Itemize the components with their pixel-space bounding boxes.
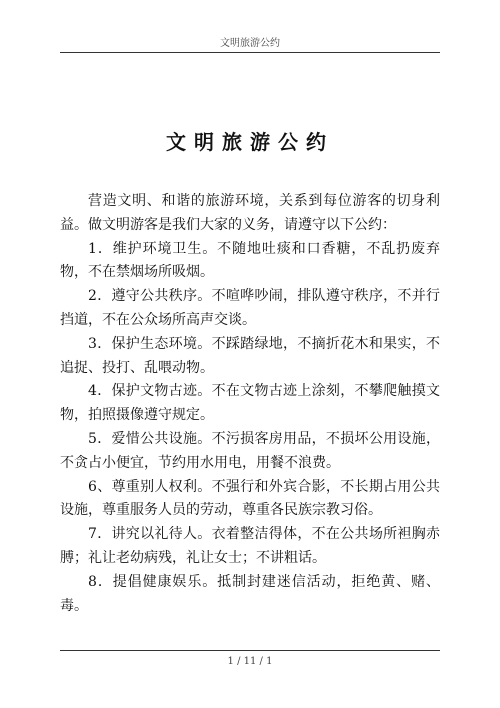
header-divider	[60, 52, 440, 53]
intro-paragraph: 营造文明、和谐的旅游环境，关系到每位游客的切身利益。做文明游客是我们大家的义务，请遵守以下公约：	[60, 193, 440, 233]
rule-item-1: 1．维护环境卫生。不随地吐痰和口香糖，不乱扔废弃物，不在禁烟场所吸烟。	[60, 240, 440, 281]
rule-item-4: 4．保护文物古迹。不在文物古迹上涂刻，不攀爬触摸文物，拍照摄像遵守规定。	[60, 383, 440, 424]
footer-divider	[60, 650, 440, 651]
running-header: 文明旅游公约	[220, 38, 280, 49]
rule-item-7: 7．讲究以礼待人。衣着整洁得体，不在公共场所袒胸赤膊；礼让老幼病残，礼让女士；不讲粗话。	[60, 526, 440, 566]
document-title: 文明旅游公约	[166, 130, 334, 154]
rule-item-3: 3．保护生态环境。不踩踏绿地，不摘折花木和果实，不追捉、投打、乱喂动物。	[60, 335, 440, 376]
rule-item-8: 8．提倡健康娱乐。抵制封建迷信活动，拒绝黄、赌、毒。	[60, 573, 440, 614]
page-number: 1 / 11 / 1	[227, 656, 273, 667]
rule-item-2: 2．遵守公共秩序。不喧哗吵闹，排队遵守秩序，不并行挡道，不在公众场所高声交谈。	[60, 288, 440, 328]
rule-item-6: 6、尊重别人权利。不强行和外宾合影，不长期占用公共设施，尊重服务人员的劳动，尊重各民族宗教习俗。	[60, 478, 440, 519]
document-body	[60, 190, 440, 618]
rule-item-5: 5．爱惜公共设施。不污损客房用品，不损坏公用设施，不贪占小便宜，节约用水用电，用餐不浪费。	[60, 430, 440, 471]
